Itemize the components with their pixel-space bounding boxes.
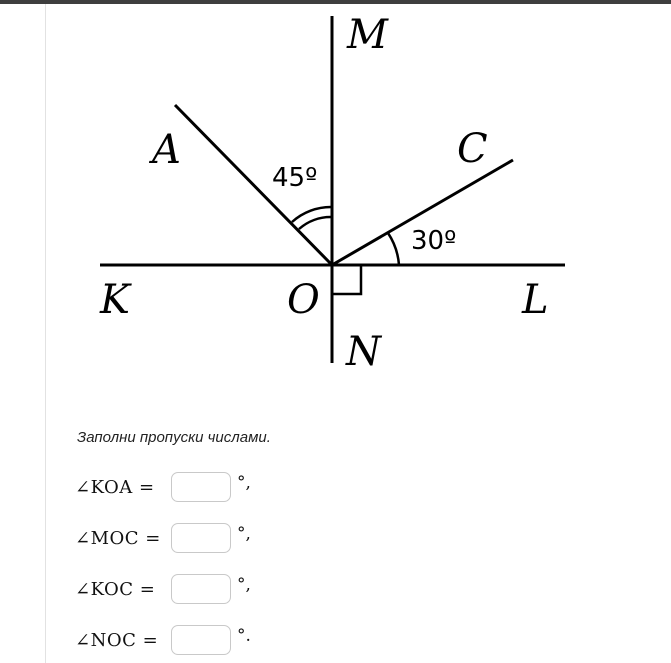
angle-arc-COL (388, 233, 399, 265)
instruction-text: Заполни пропуски числами. (77, 429, 271, 446)
equation-label: ∠KOC = (75, 578, 156, 600)
right-angle-mark (332, 265, 361, 294)
degree-suffix: °, (237, 473, 251, 493)
equation-row-koa (75, 469, 251, 505)
degree-suffix: °, (237, 524, 251, 544)
label-M: M (347, 12, 388, 58)
answer-input-koa[interactable] (171, 472, 231, 502)
degree-suffix: °, (237, 575, 251, 595)
degree-suffix: °. (237, 626, 251, 646)
answer-input-koc[interactable] (171, 574, 231, 604)
equation-label: ∠KOA = (75, 476, 155, 498)
label-O: O (287, 277, 320, 323)
answer-input-moc[interactable] (171, 523, 231, 553)
label-L: L (522, 277, 549, 323)
equation-row-noc (75, 622, 251, 658)
equation-row-moc (75, 520, 251, 556)
equation-row-koc (75, 571, 251, 607)
label-C: C (457, 126, 488, 172)
equation-label: ∠MOC = (75, 527, 161, 549)
label-K: K (100, 277, 130, 323)
angle-label-45: 45º (272, 163, 318, 193)
angle-arc-AOM-inner (299, 217, 332, 229)
answer-input-noc[interactable] (171, 625, 231, 655)
angle-label-30: 30º (411, 226, 457, 256)
label-N: N (346, 329, 381, 375)
label-A: A (152, 127, 181, 173)
equation-label: ∠NOC = (75, 629, 159, 651)
